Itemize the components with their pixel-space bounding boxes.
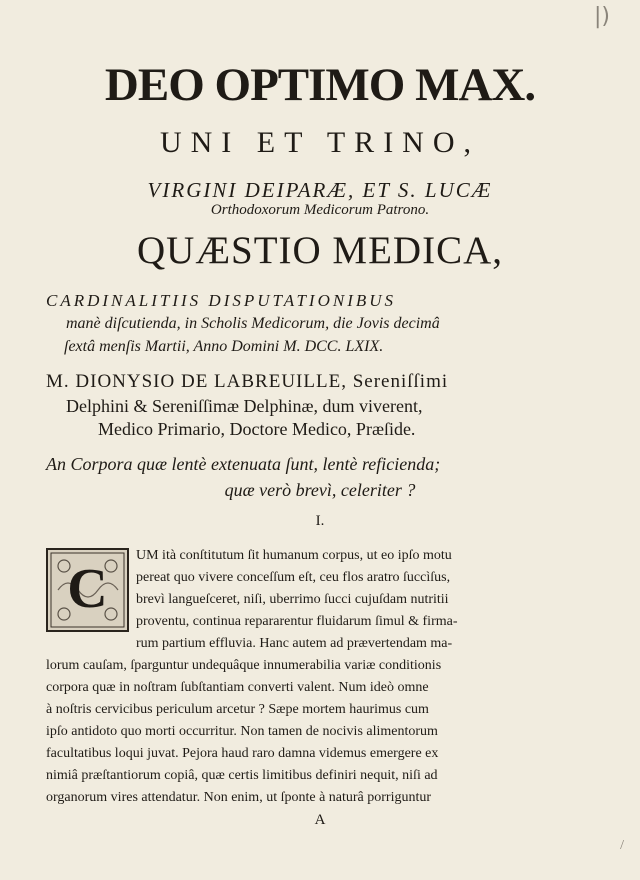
signature-mark: A [314,812,326,828]
body-line: brevì langueſceret, niſi, uberrimo ſucci cujuſdam nutritii [136,592,449,607]
occasion-line-2: manè diſcutienda, in Scholis Medicorum, die Jovis decimâ [66,315,440,332]
initial-letter: C [67,558,108,620]
body-line: lorum cauſam, ſparguntur undequâque innumerabilia variæ conditionis [46,658,442,673]
body-line: UM ità conſtitutum ſit humanum corpus, ut eo ipſo motu [136,548,452,563]
dedication-line-4: Orthodoxorum Medicorum Patrono. [210,202,430,218]
question-line-1: An Corpora quæ lentè extenuata ſunt, lentè reficienda; [46,454,441,474]
president-line-3: Medico Primario, Doctore Medico, Præſide. [98,419,416,439]
body-line: nimiâ præſtantiorum copiâ, quæ certis limitibus definiri nequit, niſi ad [46,768,438,783]
president-line-1: M. DIONYSIO DE LABREUILLE, Sereniſſimi [46,371,449,392]
body-line: à noſtris cervicibus periculum arcetur ? Sæpe mortem haurimus cum [46,702,429,717]
question-line-2: quæ verò brevì, celeriter ? [224,480,416,500]
body-line: organorum vires attendatur. Non enim, ut ſponte à naturâ porriguntur [46,790,432,805]
dedication-line-1: DEO OPTIMO MAX. [104,59,536,111]
dedication-line-2: UNI ET TRINO, [159,126,481,159]
president-line-2: Delphini & Sereniſſimæ Delphinæ, dum viverent, [66,396,423,416]
body-line: rum partium effluvia. Hanc autem ad prævertendam ma- [136,636,453,651]
body-line: proventu, continua repararentur fluidarum ſimul & firma- [136,614,458,629]
margin-scratch: / [620,838,624,853]
occasion-line-3: ſextâ menſis Martii, Anno Domini M. DCC. LXIX. [64,338,384,355]
pencil-mark: |) [594,4,610,29]
page-title: QUÆSTIO MEDICA, [137,229,503,272]
dedication-line-3: VIRGINI DEIPARÆ, ET S. LUCÆ [147,178,493,202]
occasion-line-1: CARDINALITIIS DISPUTATIONIBUS [46,291,397,310]
body-line: pereat quo vivere conceſſum eſt, ceu flos aratro ſuccìſus, [136,570,451,585]
decorative-initial [46,548,129,632]
body-line: corpora quæ in noſtram ſubſtantiam converti valent. Num ideò omne [46,680,429,695]
ornament-icon [48,550,127,630]
section-number: I. [315,513,325,529]
body-line: facultatibus loqui juvat. Pejora haud raro damna videmus emergere ex [46,746,439,761]
body-line: ipſo antidoto quo morti occurritur. Non tamen de nocivis alimentorum [46,724,438,739]
